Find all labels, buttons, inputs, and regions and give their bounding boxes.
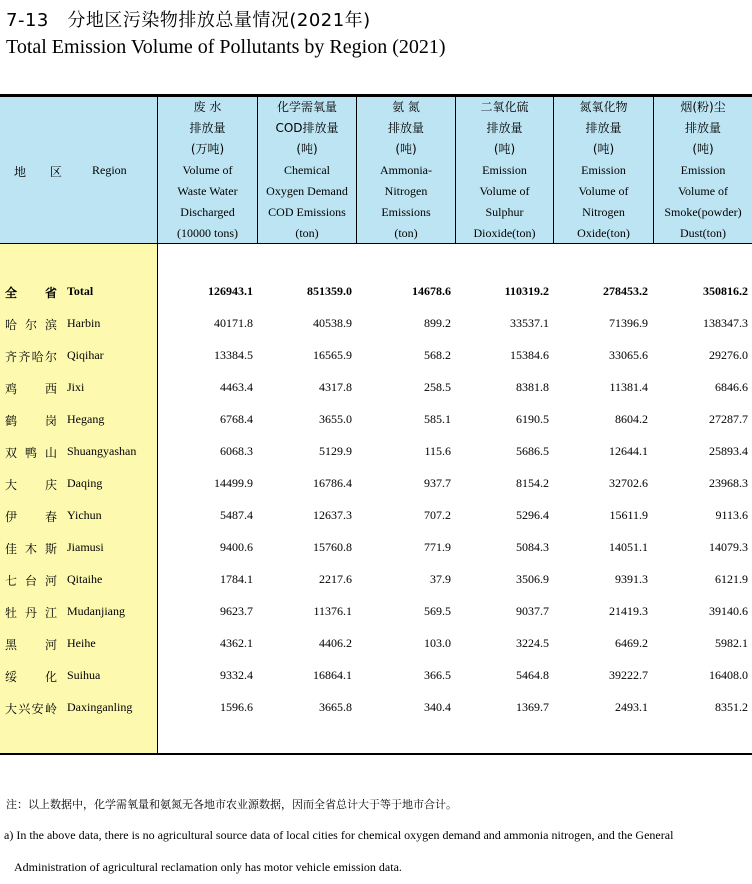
value-cell: 39222.7: [609, 668, 648, 682]
header-ammonia: [357, 97, 455, 243]
header-line: Discharged: [180, 204, 235, 219]
table-row: [0, 404, 752, 436]
header-line: (ton): [295, 225, 319, 240]
header-line: Emissions: [381, 204, 431, 219]
value-cell: 138347.3: [703, 316, 748, 330]
value-cell: 899.2: [424, 316, 451, 330]
value-cell: 33065.6: [609, 348, 648, 362]
value-cell: 4463.4: [220, 380, 253, 394]
value-cell: 32702.6: [609, 476, 648, 490]
value-cell: 771.9: [424, 540, 451, 554]
value-cell: 14079.3: [709, 540, 748, 554]
value-cell: 15611.9: [609, 508, 648, 522]
value-cell: 6190.5: [516, 412, 549, 426]
value-cell: 1596.6: [220, 700, 253, 714]
region-name-en: Suihua: [67, 668, 101, 682]
header-line: 排放量: [387, 120, 424, 135]
header-line: 氨 氮: [392, 99, 420, 114]
region-name-en: Total: [67, 284, 94, 298]
value-cell: 5982.1: [715, 636, 748, 650]
value-cell: 40538.9: [313, 316, 352, 330]
header-line: 排放量: [585, 120, 622, 135]
table-row: [0, 628, 752, 660]
region-name-cn: 大兴安岭: [5, 702, 57, 716]
value-cell: 2217.6: [319, 572, 352, 586]
value-cell: 3665.8: [319, 700, 352, 714]
value-cell: 11376.1: [313, 604, 352, 618]
region-header-en: Region: [92, 163, 127, 177]
value-cell: 126943.1: [208, 284, 253, 298]
header-line: (吨): [592, 141, 615, 156]
value-cell: 4406.2: [319, 636, 352, 650]
region-name-cn: 黑 河: [5, 638, 57, 652]
region-name-cn: 伊 春: [5, 510, 57, 524]
value-cell: 8381.8: [516, 380, 549, 394]
region-name-cn: 双鸭山: [5, 446, 57, 460]
value-cell: 14499.9: [214, 476, 253, 490]
region-name-cn: 齐齐哈尔: [5, 350, 57, 364]
value-cell: 115.6: [424, 444, 451, 458]
value-cell: 71396.9: [609, 316, 648, 330]
region-name-cn: 全 省: [5, 286, 57, 300]
value-cell: 16786.4: [313, 476, 352, 490]
header-line: Dioxide(ton): [473, 225, 536, 240]
header-line: Emission: [581, 162, 626, 177]
header-line: 排放量: [486, 120, 523, 135]
value-cell: 585.1: [424, 412, 451, 426]
header-line: Dust(ton): [680, 225, 726, 240]
header-line: Sulphur: [485, 204, 524, 219]
value-cell: 3655.0: [319, 412, 352, 426]
value-cell: 9391.3: [615, 572, 648, 586]
header-line: Emission: [482, 162, 527, 177]
value-cell: 110319.2: [504, 284, 549, 298]
table-row: [0, 436, 752, 468]
header-line: Chemical: [284, 162, 330, 177]
value-cell: 9037.7: [516, 604, 549, 618]
value-cell: 2493.1: [615, 700, 648, 714]
value-cell: 37.9: [430, 572, 451, 586]
region-name-cn: 鸡 西: [5, 382, 57, 396]
value-cell: 13384.5: [214, 348, 253, 362]
table-row: [0, 308, 752, 340]
header-line: Ammonia-: [380, 162, 432, 177]
value-cell: 14051.1: [609, 540, 648, 554]
pollutants-table: [0, 94, 752, 755]
value-cell: 8351.2: [715, 700, 748, 714]
region-name-en: Yichun: [67, 508, 102, 522]
table-row: [0, 372, 752, 404]
value-cell: 5296.4: [516, 508, 549, 522]
value-cell: 12637.3: [313, 508, 352, 522]
table-row: [0, 468, 752, 500]
header-line: Oxygen Demand: [266, 183, 348, 198]
value-cell: 278453.2: [603, 284, 648, 298]
table-row: [0, 660, 752, 692]
region-name-en: Jixi: [67, 380, 85, 394]
value-cell: 4362.1: [220, 636, 253, 650]
header-line: COD Emissions: [268, 204, 346, 219]
value-cell: 16565.9: [313, 348, 352, 362]
header-waste-water: [158, 97, 257, 243]
header-line: (ton): [394, 225, 418, 240]
header-line: Waste Water: [177, 183, 238, 198]
region-name-en: Harbin: [67, 316, 101, 330]
header-line: 排放量: [189, 120, 226, 135]
value-cell: 5084.3: [516, 540, 549, 554]
region-name-en: Heihe: [67, 636, 96, 650]
region-name-cn: 牡丹江: [5, 606, 57, 620]
header-line: Volume of: [677, 183, 729, 198]
header-line: (10000 tons): [177, 225, 238, 240]
header-line: (吨): [296, 141, 318, 156]
value-cell: 29276.0: [709, 348, 748, 362]
value-cell: 11381.4: [609, 380, 648, 394]
value-cell: 15384.6: [510, 348, 549, 362]
value-cell: 33537.1: [510, 316, 549, 330]
header-line: 排放量: [684, 120, 721, 135]
value-cell: 6068.3: [220, 444, 253, 458]
value-cell: 5686.5: [516, 444, 549, 458]
table-title-cn: 7-13 分地区污染物排放总量情况(2021年): [6, 10, 371, 31]
region-name-en: Mudanjiang: [67, 604, 125, 618]
value-cell: 6846.6: [715, 380, 748, 394]
region-name-en: Daqing: [67, 476, 103, 490]
region-name-en: Qiqihar: [67, 348, 104, 362]
header-sulphur-dioxide: [456, 97, 553, 243]
value-cell: 707.2: [424, 508, 451, 522]
header-line: Volume of: [182, 162, 233, 177]
note-en-line1: a) In the above data, there is no agricultural source data of local cities for chemical oxygen demand and ammonia nitrogen, and the General: [4, 828, 674, 842]
value-cell: 1784.1: [220, 572, 253, 586]
header-line: Nitrogen: [384, 183, 428, 198]
value-cell: 5464.8: [516, 668, 549, 682]
value-cell: 39140.6: [709, 604, 748, 618]
region-name-cn: 七台河: [5, 574, 57, 588]
value-cell: 16408.0: [709, 668, 748, 682]
region-name-cn: 哈尔滨: [5, 318, 57, 332]
value-cell: 9623.7: [220, 604, 253, 618]
header-line: Emission: [680, 162, 726, 177]
value-cell: 9113.6: [715, 508, 748, 522]
header-line: (吨): [692, 141, 714, 156]
header-line: 氮氧化物: [579, 99, 628, 114]
value-cell: 5129.9: [319, 444, 352, 458]
region-header-cn: 地 区: [14, 165, 72, 179]
value-cell: 3224.5: [516, 636, 549, 650]
value-cell: 25893.4: [709, 444, 748, 458]
header-line: 化学需氧量: [276, 99, 337, 114]
header-cod: [258, 97, 356, 243]
table-row: [0, 340, 752, 372]
total-row: [0, 276, 752, 308]
value-cell: 5487.4: [220, 508, 253, 522]
value-cell: 27287.7: [709, 412, 748, 426]
value-cell: 350816.2: [703, 284, 748, 298]
note-cn: 注：以上数据中，化学需氧量和氨氮无各地市农业源数据，因而全省总计大于等于地市合计。: [6, 798, 457, 811]
header-line: Smoke(powder): [664, 204, 742, 219]
header-nitrogen-oxide: [554, 97, 653, 243]
region-name-cn: 鹤 岗: [5, 414, 57, 428]
value-cell: 258.5: [424, 380, 451, 394]
region-name-en: Shuangyashan: [67, 444, 137, 458]
value-cell: 1369.7: [516, 700, 549, 714]
value-cell: 6469.2: [615, 636, 648, 650]
value-cell: 12644.1: [609, 444, 648, 458]
value-cell: 16864.1: [313, 668, 352, 682]
header-line: 废 水: [193, 99, 222, 114]
table-row: [0, 532, 752, 564]
header-line: 烟(粉)尘: [680, 99, 726, 114]
header-line: COD排放量: [275, 120, 339, 135]
table-row: [0, 692, 752, 724]
value-cell: 103.0: [424, 636, 451, 650]
header-line: Oxide(ton): [577, 225, 630, 240]
value-cell: 8154.2: [516, 476, 549, 490]
table-row: [0, 500, 752, 532]
value-cell: 40171.8: [214, 316, 253, 330]
region-name-cn: 绥 化: [5, 670, 57, 684]
value-cell: 21419.3: [609, 604, 648, 618]
header-smoke-dust: [654, 97, 752, 243]
region-name-en: Jiamusi: [67, 540, 104, 554]
header-line: Volume of: [578, 183, 629, 198]
header-rule: [0, 243, 752, 244]
header-line: Volume of: [479, 183, 530, 198]
value-cell: 3506.9: [516, 572, 549, 586]
value-cell: 14678.6: [412, 284, 451, 298]
value-cell: 9332.4: [220, 668, 253, 682]
header-line: (吨): [395, 141, 417, 156]
table-title-en: Total Emission Volume of Pollutants by Region (2021): [6, 36, 446, 58]
value-cell: 568.2: [424, 348, 451, 362]
region-name-en: Hegang: [67, 412, 105, 426]
table-row: [0, 564, 752, 596]
header-line: Nitrogen: [582, 204, 625, 219]
value-cell: 340.4: [424, 700, 451, 714]
header-line: 二氧化硫: [480, 99, 529, 114]
region-name-cn: 大 庆: [5, 478, 57, 492]
value-cell: 15760.8: [313, 540, 352, 554]
note-en-line2: Administration of agricultural reclamation only has motor vehicle emission data.: [14, 860, 402, 874]
value-cell: 366.5: [424, 668, 451, 682]
value-cell: 569.5: [424, 604, 451, 618]
table-row: [0, 596, 752, 628]
bottom-rule: [0, 753, 752, 755]
region-name-en: Qitaihe: [67, 572, 103, 586]
header-line: (吨): [493, 141, 516, 156]
value-cell: 23968.3: [709, 476, 748, 490]
region-name-en: Daxinganling: [67, 700, 133, 714]
value-cell: 8604.2: [615, 412, 648, 426]
region-header: [0, 97, 157, 243]
value-cell: 4317.8: [319, 380, 352, 394]
value-cell: 851359.0: [307, 284, 352, 298]
value-cell: 937.7: [424, 476, 451, 490]
header-line: (万吨): [190, 141, 225, 156]
value-cell: 6121.9: [715, 572, 748, 586]
value-cell: 6768.4: [220, 412, 253, 426]
region-name-cn: 佳木斯: [5, 542, 57, 556]
value-cell: 9400.6: [220, 540, 253, 554]
